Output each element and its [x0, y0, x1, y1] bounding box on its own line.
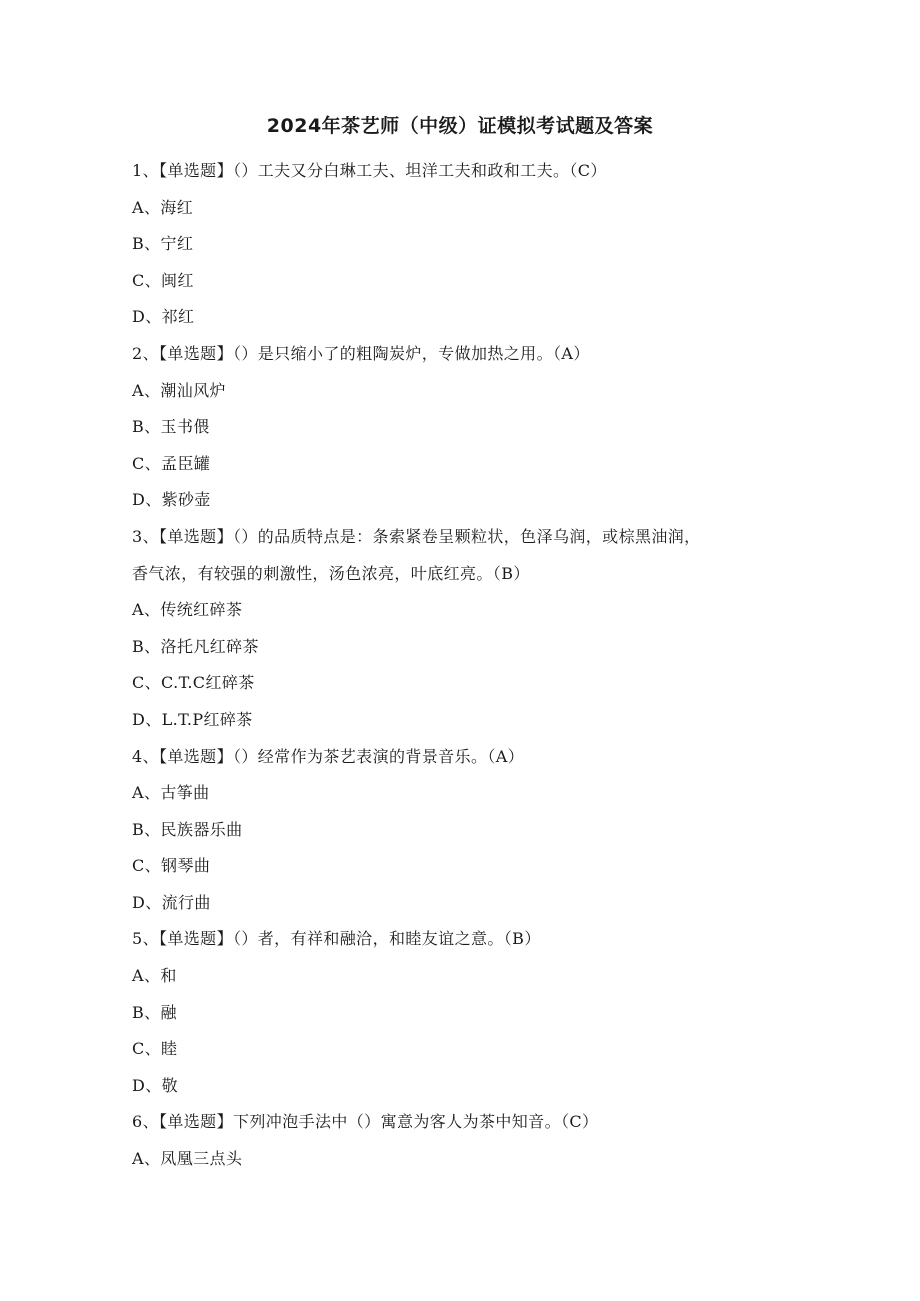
q4-option-d: D、流行曲	[132, 892, 211, 912]
q3-option-d: D、L.T.P红碎茶	[132, 709, 253, 729]
q5-option-d: D、敬	[132, 1075, 179, 1095]
q3-option-b: B、洛托凡红碎茶	[132, 636, 259, 656]
question-6: 6、【单选题】下列冲泡手法中（）寓意为客人为茶中知音。（C）	[132, 1112, 599, 1132]
q5-option-a: A、和	[132, 966, 177, 986]
q2-option-a: A、潮汕风炉	[132, 380, 226, 400]
q2-option-c: C、孟臣罐	[132, 453, 211, 473]
question-1: 1、【单选题】（）工夫又分白琳工夫、坦洋工夫和政和工夫。（C）	[132, 161, 607, 180]
q1-option-b: B、宁红	[132, 234, 194, 254]
q1-option-c: C、闽红	[132, 270, 194, 290]
q1-option-a: A、海红	[132, 197, 194, 217]
question-4: 4、【单选题】（）经常作为茶艺表演的背景音乐。（A）	[132, 746, 525, 766]
q2-option-d: D、紫砂壶	[132, 490, 211, 510]
question-5: 5、【单选题】（）者，有祥和融洽，和睦友谊之意。（B）	[132, 929, 541, 949]
q5-option-c: C、睦	[132, 1039, 178, 1059]
q4-option-b: B、民族器乐曲	[132, 819, 243, 839]
q3-option-a: A、传统红碎茶	[132, 600, 243, 620]
question-3: 3、【单选题】（）的品质特点是：条索紧卷呈颗粒状，色泽乌润，或棕黑油润，	[132, 526, 701, 546]
q6-option-a: A、凤凰三点头	[132, 1149, 243, 1169]
q2-option-b: B、玉书偎	[132, 417, 210, 437]
q1-option-d: D、祁红	[132, 307, 195, 327]
q4-option-a: A、古筝曲	[132, 783, 210, 803]
question-3-continued: 香气浓，有较强的刺激性，汤色浓亮，叶底红亮。（B）	[132, 563, 530, 583]
document-title: 2024年茶艺师（中级）证模拟考试题及答案	[266, 115, 654, 137]
q5-option-b: B、融	[132, 1002, 177, 1022]
q4-option-c: C、钢琴曲	[132, 856, 211, 876]
question-2: 2、【单选题】（）是只缩小了的粗陶炭炉，专做加热之用。（A）	[132, 343, 590, 363]
q3-option-c: C、C.T.C红碎茶	[132, 673, 255, 693]
question-list	[132, 153, 792, 1178]
